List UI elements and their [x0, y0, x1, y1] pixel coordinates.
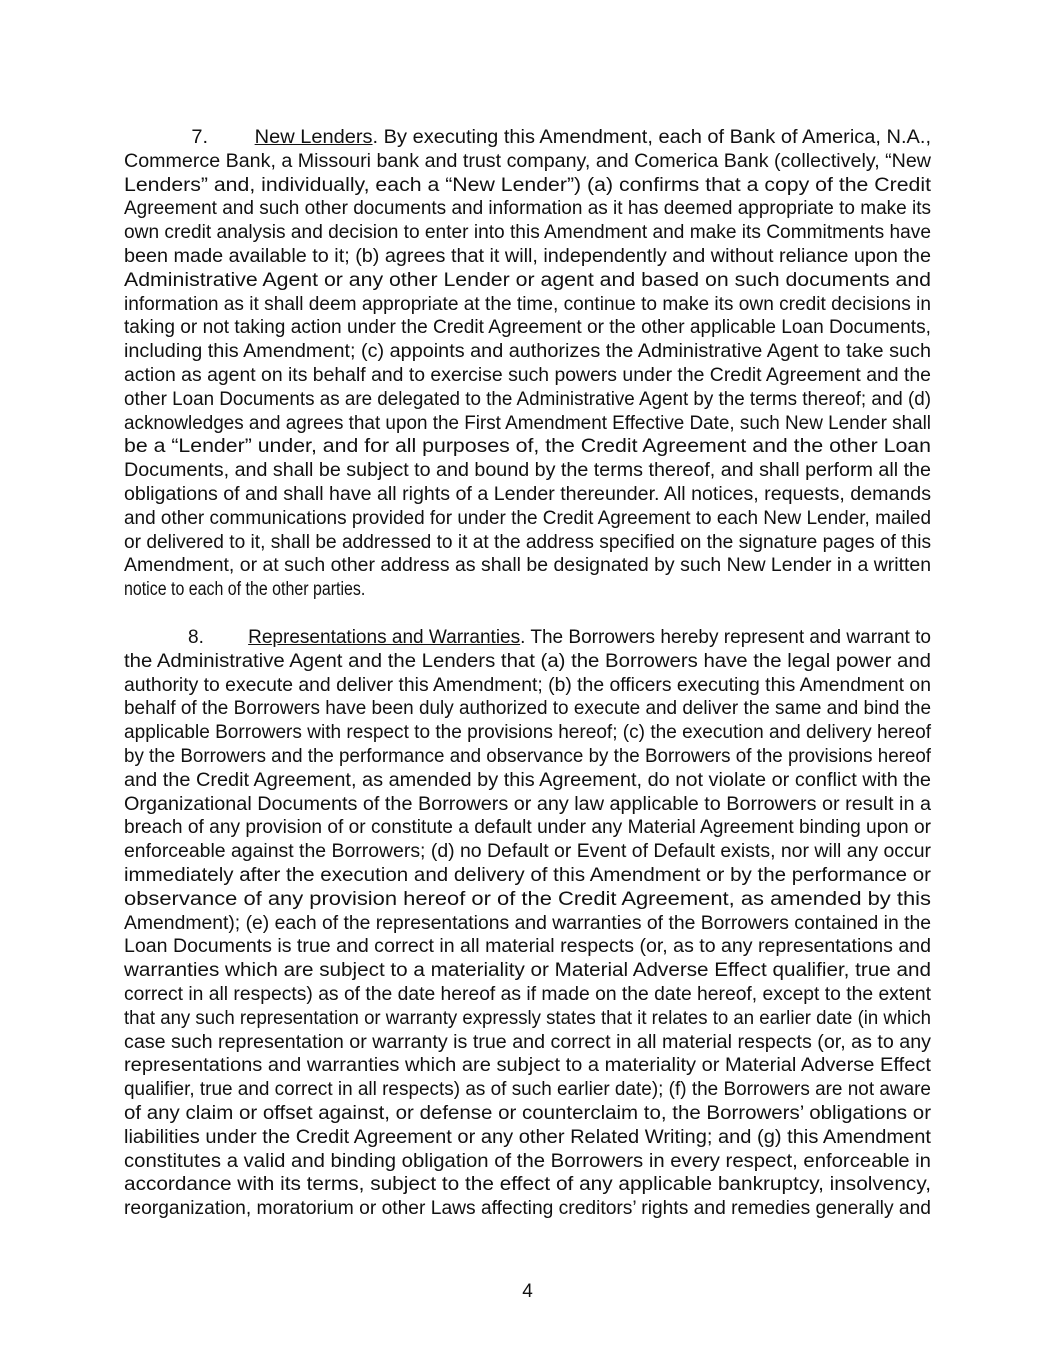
paragraph-line-text: qualifier, true and correct in all respects) as of such earlier date); (f) the Borrowers are not aware — [124, 1079, 931, 1101]
paragraph-line-text: correct in all respects) as of the date hereof as if made on the date hereof, except to the extent — [124, 983, 932, 1005]
paragraph-line — [124, 1173, 931, 1197]
paragraph-line — [124, 364, 931, 388]
paragraph-line-text: Administrative Agent or any other Lender or agent and based on such documents and — [124, 269, 932, 291]
paragraph-line-text: Organizational Documents of the Borrowers or any law applicable to Borrowers or result in a — [124, 793, 931, 815]
paragraph-line-text: own credit analysis and decision to enter into this Amendment and make its Commitments have — [124, 222, 932, 244]
section-8-line-0: . The Borrowers hereby represent and warrant to — [520, 627, 931, 648]
paragraph-line-text: breach of any provision of or constitute a default under any Material Agreement binding upon or — [124, 817, 932, 839]
paragraph-line-text: accordance with its terms, subject to the effect of any applicable bankruptcy, insolvency, — [124, 1174, 931, 1196]
paragraph-line — [124, 1150, 931, 1174]
paragraph-line-text: case such representation or warranty is true and correct in all material respects (or, as to any — [124, 1031, 932, 1053]
paragraph-line-text: including this Amendment; (c) appoints and authorizes the Administrative Agent to take such — [124, 341, 931, 363]
paragraph-line — [124, 483, 931, 507]
paragraph-line-text: and the Credit Agreement, as amended by this Agreement, do not violate or conflict with the — [124, 769, 931, 791]
paragraph-line — [124, 293, 931, 317]
paragraph-line-text: of any claim or offset against, or defense or counterclaim to, the Borrowers’ obligations or — [124, 1102, 932, 1124]
paragraph-line — [124, 793, 931, 817]
paragraph-line-text: observance of any provision hereof or of the Credit Agreement, as amended by this — [124, 888, 932, 910]
paragraph-line — [124, 1197, 931, 1221]
paragraph-line-text: other Loan Documents as are delegated to the Administrative Agent by the terms thereof; and (d) — [124, 388, 931, 410]
paragraph-line-text: or delivered to it, shall be addressed to it at the address specified on the signature pages of this — [124, 531, 932, 553]
paragraph-line — [124, 769, 931, 793]
paragraph-line-text: enforceable against the Borrowers; (d) no Default or Event of Default exists, nor will any occur — [124, 841, 932, 863]
paragraph-line-text: liabilities under the Credit Agreement or any other Related Writing; and (g) this Amendment — [124, 1126, 932, 1148]
paragraph-line — [124, 888, 931, 912]
paragraph-line — [124, 935, 931, 959]
paragraph-line-text: authority to execute and deliver this Amendment; (b) the officers executing this Amendment on — [124, 674, 931, 696]
section-7-number: 7. — [191, 127, 209, 148]
paragraph-line — [124, 1007, 931, 1031]
paragraph-line — [124, 650, 931, 674]
paragraph-line — [124, 554, 931, 578]
paragraph-line — [124, 578, 931, 602]
paragraph-line — [124, 1126, 931, 1150]
paragraph-line-text: information as it shall deem appropriate at the time, continue to make its own credit decisions in — [124, 293, 931, 315]
paragraph-line — [124, 412, 931, 436]
paragraph-line-text: that any such representation or warranty expressly states that it relates to an earlier date (in which — [124, 1007, 932, 1029]
paragraph-line — [124, 269, 931, 293]
paragraph-line — [124, 674, 931, 698]
paragraph-line — [124, 388, 931, 412]
paragraph-line-text: notice to each of the other parties. — [124, 579, 366, 601]
paragraph-line-text: Agreement and such other documents and information as it has deemed appropriate to make its — [124, 198, 931, 220]
paragraph-line-text: Lenders” and, individually, each a “New Lender”) (a) confirms that a copy of the Credit — [124, 174, 932, 196]
section-8-representations-and-warranties — [124, 626, 931, 1221]
paragraph-line — [124, 1102, 931, 1126]
paragraph-line — [124, 174, 931, 198]
page-number: 4 — [522, 1281, 533, 1302]
section-7-heading: New Lenders — [254, 127, 373, 148]
paragraph-line — [124, 435, 931, 459]
paragraph-line-text: applicable Borrowers with respect to the provisions hereof; (c) the execution and delivery hereof — [124, 722, 932, 744]
paragraph-line-text: constitutes a valid and binding obligation of the Borrowers in every respect, enforceable in — [124, 1150, 931, 1172]
section-7-first-line — [124, 126, 931, 150]
paragraph-line — [124, 864, 931, 888]
paragraph-line-text: Amendment, or at such other address as shall be designated by such New Lender in a written — [124, 555, 932, 577]
paragraph-line-text: Commerce Bank, a Missouri bank and trust company, and Comerica Bank (collectively, “New — [124, 150, 932, 172]
paragraph-line — [124, 245, 931, 269]
paragraph-line — [124, 316, 931, 340]
paragraph-line — [124, 340, 931, 364]
paragraph-line-text: Documents, and shall be subject to and bound by the terms thereof, and shall perform all the — [124, 460, 931, 482]
paragraph-line-text: immediately after the execution and delivery of this Amendment or by the performance or — [124, 864, 932, 886]
section-7-line-0: . By executing this Amendment, each of Bank of America, N.A., — [372, 127, 932, 148]
paragraph-line — [124, 983, 931, 1007]
paragraph-line-text: representations and warranties which are subject to a materiality or Material Adverse Effect — [124, 1055, 931, 1077]
paragraph-line-text: warranties which are subject to a materiality or Material Adverse Effect qualifier, true and — [124, 960, 931, 982]
paragraph-line — [124, 1031, 931, 1055]
paragraph-line — [124, 221, 931, 245]
paragraph-line-text: the Administrative Agent and the Lenders that (a) the Borrowers have the legal power and — [124, 650, 931, 672]
paragraph-line-text: been made available to it; (b) agrees that it will, independently and without reliance upon the — [124, 245, 931, 267]
paragraph-line — [124, 745, 931, 769]
section-8-number: 8. — [188, 627, 204, 648]
paragraph-line-text: obligations of and shall have all rights of a Lender thereunder. All notices, requests, demands — [124, 483, 932, 505]
paragraph-line-text: action as agent on its behalf and to exercise such powers under the Credit Agreement and the — [124, 364, 931, 386]
paragraph-line-text: acknowledges and agrees that upon the First Amendment Effective Date, such New Lender shall — [124, 412, 931, 434]
paragraph-line — [124, 721, 931, 745]
paragraph-line — [124, 697, 931, 721]
paragraph-line-text: be a “Lender” under, and for all purposes of, the Credit Agreement and the other Loan — [124, 436, 931, 458]
paragraph-line-text: by the Borrowers and the performance and observance by the Borrowers of the provisions hereof — [124, 745, 932, 767]
paragraph-line — [124, 507, 931, 531]
paragraph-line-text: reorganization, moratorium or other Laws affecting creditors’ rights and remedies generally and — [124, 1198, 932, 1220]
section-8-first-line — [124, 626, 931, 650]
paragraph-line — [124, 1078, 931, 1102]
paragraph-line — [124, 459, 931, 483]
paragraph-line — [124, 959, 931, 983]
paragraph-line-text: Loan Documents is true and correct in all material respects (or, as to any representations and — [124, 936, 931, 958]
section-7-new-lenders — [124, 126, 931, 602]
paragraph-line — [124, 840, 931, 864]
paragraph-line — [124, 816, 931, 840]
paragraph-line-text: Amendment); (e) each of the representations and warranties of the Borrowers contained in the — [124, 912, 932, 934]
paragraph-line-text: taking or not taking action under the Credit Agreement or the other applicable Loan Documents, — [124, 317, 931, 339]
paragraph-line-text: and other communications provided for under the Credit Agreement to each New Lender, mailed — [124, 507, 931, 529]
paragraph-line — [124, 197, 931, 221]
paragraph-line — [124, 912, 931, 936]
section-8-heading: Representations and Warranties — [248, 627, 521, 648]
paragraph-line-text: behalf of the Borrowers have been duly authorized to execute and deliver the same and bind the — [124, 698, 931, 720]
paragraph-line — [124, 150, 931, 174]
paragraph-line — [124, 1054, 931, 1078]
paragraph-line — [124, 531, 931, 555]
